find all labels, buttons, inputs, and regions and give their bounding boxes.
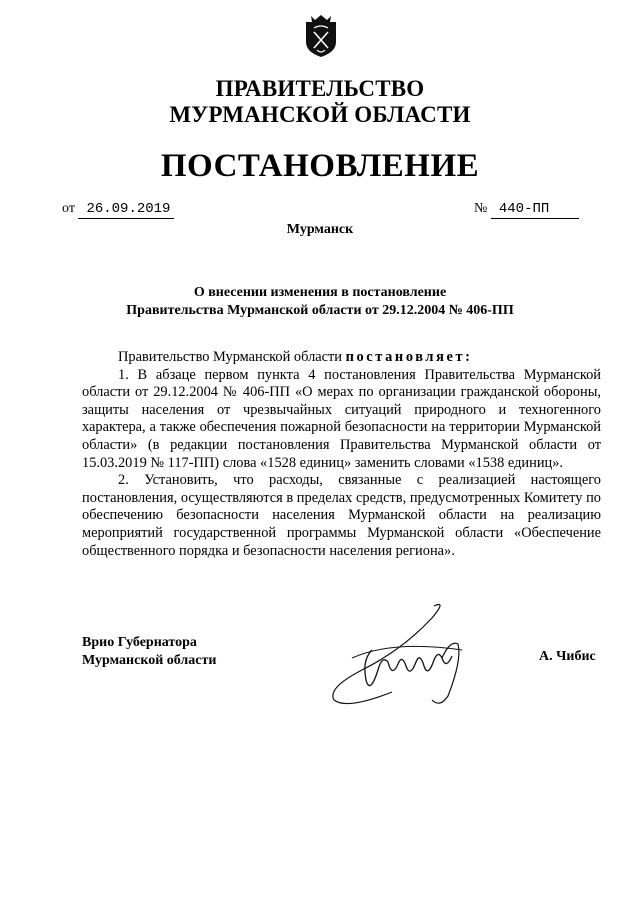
paragraph-2: 2. Установить, что расходы, связанные с реализацией настоящего постановления, осуществляются в пределах средств, предусмотренных Комитету по обеспечению безопасности населения Мурманской области на реализацию мероприятий государственной программы Мурманской области «Обеспечение общественного порядка и безопасности населения региона». <box>82 472 601 559</box>
intro-text: Правительство Мурманской области <box>118 349 346 365</box>
position-line1: Врио Губернатора <box>82 635 197 650</box>
handwritten-signature <box>322 600 472 710</box>
number-prefix: № <box>474 201 488 216</box>
subject-line2: Правительства Мурманской области от 29.12.2004 № 406-ПП <box>126 303 514 318</box>
org-name-line2: МУРМАНСКОЙ ОБЛАСТИ <box>169 102 471 127</box>
position-line2: Мурманской области <box>82 653 217 668</box>
document-date: 26.09.2019 <box>78 200 174 219</box>
paragraph-1: 1. В абзаце первом пункта 4 постановления Правительства Мурманской области от 29.12.2004 № 406-ПП «О мерах по организации гражданской обороны, защиты населения от чрезвычайных ситуаций природного и техногенного характера, а также обеспечения пожарной безопасности на территории Мурманской области» (в редакции постановления Правительства Мурманской области от 15.03.2019 № 117-ПП) слова «1528 единиц» заменить словами «1538 единиц». <box>82 366 601 471</box>
document-number: 440-ПП <box>491 200 579 219</box>
intro-paragraph <box>82 349 601 367</box>
document-body <box>82 349 601 560</box>
coat-of-arms-icon <box>304 12 338 58</box>
signatory-name: А. Чибис <box>539 649 596 664</box>
date-line <box>62 200 174 219</box>
subject-line1: О внесении изменения в постановление <box>193 285 447 300</box>
document-subject <box>0 284 640 320</box>
signatory-position <box>82 634 216 670</box>
decree-word: постановляет: <box>345 349 473 365</box>
city: Мурманск <box>286 222 354 237</box>
date-prefix: от <box>62 201 75 216</box>
org-name-line1: ПРАВИТЕЛЬСТВО <box>215 76 425 101</box>
document-type: ПОСТАНОВЛЕНИЕ <box>160 148 480 184</box>
government-title <box>0 76 640 128</box>
number-line <box>474 200 579 219</box>
